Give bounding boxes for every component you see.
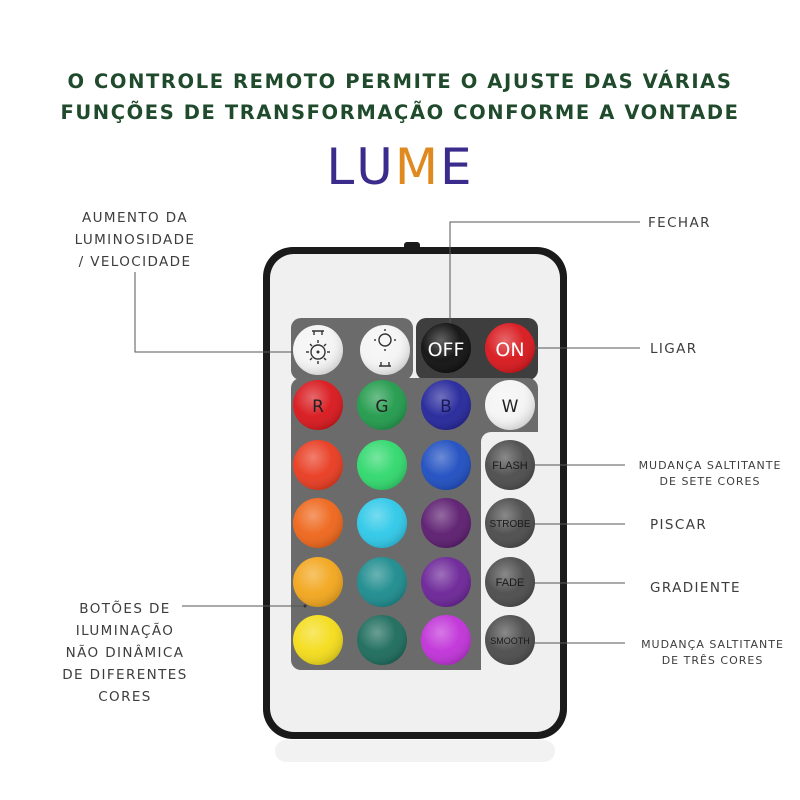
color-button[interactable] bbox=[293, 440, 343, 490]
brightness-up-button[interactable] bbox=[293, 325, 343, 375]
color-button[interactable] bbox=[357, 440, 407, 490]
smooth-button-label: SMOOTH bbox=[490, 636, 530, 646]
off-button-label: OFF bbox=[427, 339, 465, 361]
brightness-down-button[interactable] bbox=[360, 325, 410, 375]
color-button[interactable] bbox=[421, 557, 471, 607]
label-line: DE DIFERENTES bbox=[62, 667, 188, 683]
strobe-button[interactable] bbox=[485, 498, 535, 548]
label-fade: GRADIENTE bbox=[650, 580, 741, 596]
label-line: AUMENTO DA bbox=[82, 210, 188, 226]
brand-letter: U bbox=[356, 138, 395, 196]
flash-button-label: FLASH bbox=[492, 460, 528, 472]
color-button-label: R bbox=[312, 397, 324, 417]
color-button[interactable] bbox=[357, 615, 407, 665]
color-button[interactable] bbox=[357, 498, 407, 548]
label-line: MUDANÇA SALTITANTE bbox=[641, 638, 784, 651]
color-button[interactable] bbox=[293, 557, 343, 607]
label-line: MUDANÇA SALTITANTE bbox=[638, 459, 782, 472]
color-button-label: B bbox=[440, 397, 452, 417]
headline-line-2: FUNÇÕES DE TRANSFORMAÇÃO CONFORME A VONTADE bbox=[60, 101, 740, 124]
color-button-green[interactable] bbox=[357, 380, 407, 430]
label-line: NÃO DINÂMICA bbox=[65, 645, 185, 661]
color-button-label: G bbox=[375, 397, 389, 417]
ir-emitter bbox=[404, 242, 420, 250]
strobe-button-label: STROBE bbox=[489, 519, 531, 530]
color-button-blue[interactable] bbox=[421, 380, 471, 430]
label-line: DE SETE CORES bbox=[659, 475, 761, 488]
color-button[interactable] bbox=[421, 615, 471, 665]
label-line: ILUMINAÇÃO bbox=[75, 623, 175, 639]
color-button[interactable] bbox=[421, 498, 471, 548]
color-button[interactable] bbox=[293, 615, 343, 665]
on-button-label: ON bbox=[495, 339, 525, 361]
color-button-red[interactable] bbox=[293, 380, 343, 430]
brand-letter: M bbox=[394, 138, 440, 196]
headline-line-1: O CONTROLE REMOTO PERMITE O AJUSTE DAS VÁRIAS bbox=[67, 70, 733, 93]
label-line: LUMINOSIDADE bbox=[74, 232, 196, 248]
fade-button[interactable] bbox=[485, 557, 535, 607]
remote-reflection bbox=[275, 740, 555, 762]
label-line: CORES bbox=[98, 689, 152, 705]
label-line: / VELOCIDADE bbox=[78, 254, 192, 270]
color-button[interactable] bbox=[293, 498, 343, 548]
label-strobe: PISCAR bbox=[650, 517, 708, 533]
off-button[interactable] bbox=[421, 323, 471, 373]
fade-button-label: FADE bbox=[495, 577, 525, 589]
label-line: BOTÕES DE bbox=[79, 601, 171, 617]
brand-letter: E bbox=[440, 138, 474, 196]
color-button-white[interactable] bbox=[485, 380, 535, 430]
label-line: DE TRÊS CORES bbox=[661, 654, 764, 667]
on-button[interactable] bbox=[485, 323, 535, 373]
brand-letter: L bbox=[326, 138, 357, 196]
color-button-label: W bbox=[501, 397, 519, 417]
flash-button[interactable] bbox=[485, 440, 535, 490]
label-on: LIGAR bbox=[650, 341, 698, 357]
smooth-button[interactable] bbox=[485, 615, 535, 665]
label-off: FECHAR bbox=[648, 215, 711, 231]
color-button[interactable] bbox=[421, 440, 471, 490]
color-button[interactable] bbox=[357, 557, 407, 607]
